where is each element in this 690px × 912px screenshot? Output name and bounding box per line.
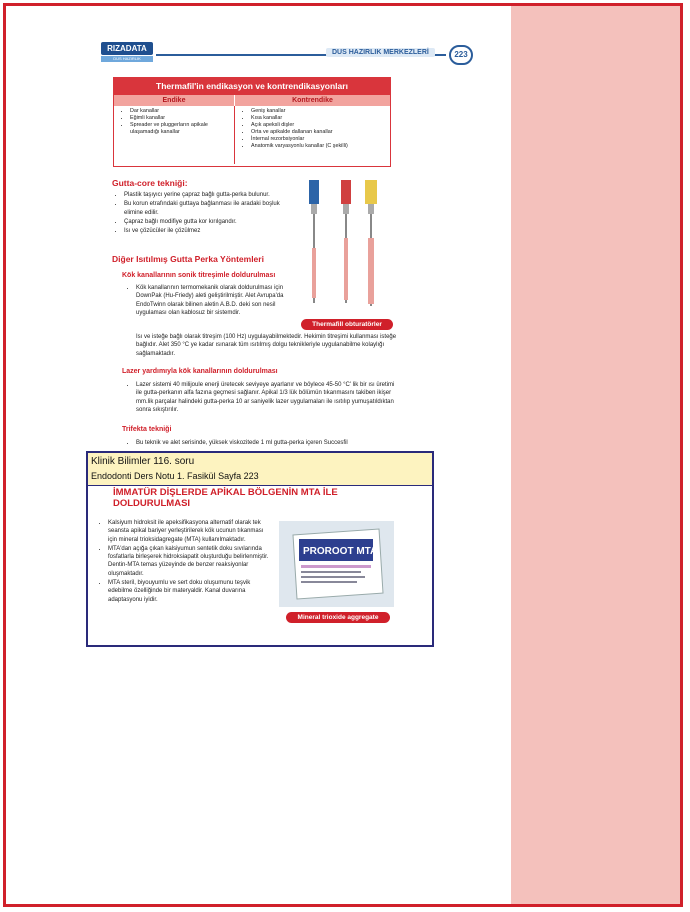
publisher-logo — [101, 42, 153, 67]
indication-table — [113, 77, 391, 167]
source-ref: Endodonti Ders Notu 1. Fasikül Sayfa 223 — [91, 471, 259, 481]
list-item: • Spreader ve pluggerların apikale ulaşamadığı kanallar — [130, 122, 234, 136]
product-name: PROROOT MTA — [303, 546, 378, 557]
box-title: İMMATÜR DİŞLERDE APİKAL BÖLGENİN MTA İLE DOLDURULMASI — [113, 487, 338, 509]
question-ref: Klinik Bilimler 116. soru — [91, 456, 195, 467]
logo-text: RIZADATA — [101, 42, 153, 55]
section-title: DUS HAZIRLIK MERKEZLERİ — [326, 48, 435, 57]
side-margin — [511, 6, 683, 907]
trifekta-title: Trifekta tekniği — [122, 426, 172, 433]
list-item: • Eğimli kanallar — [130, 115, 234, 122]
sonik-title: Kök kanallarının sonik titreşimle doldurulması — [122, 272, 276, 279]
document-page — [6, 6, 511, 907]
list-item: • Kısa kanallar — [251, 115, 390, 122]
mta-caption: Mineral trioxide aggregate — [286, 612, 390, 623]
list-item: • Kalsiyum hidroksit ile apeksifikasyona alternatif olarak tek seansta apikal bariyer yerleştirilerek kök ucunun tıkanması için mineral trioksidagregate (MTA) kullanılmaktadır. — [108, 519, 272, 544]
lazer-title: Lazer yardımıyla kök kanallarının doldurulması — [122, 368, 278, 375]
page-number: 223 — [449, 45, 473, 65]
thermafil-photo — [303, 178, 389, 318]
list-item: • Kök kanallarının termomekanik olarak doldurulması için DownPak (Hu-Friedy) aleti geliştirilmiştir. Alet Avrupa'da EndoTwinn olarak bilinen aletin A.B.D. deki son nesil uygulaması olan kablosuz bir sistemdir. — [136, 284, 300, 317]
list-item: • Orta ve apikalde dallanan kanallar — [251, 129, 390, 136]
list-item: • İnternal rezorbsiyonlar — [251, 136, 390, 143]
list-item: • Isı ve çözücüler ile çözülmez — [124, 227, 298, 235]
lazer-list — [124, 381, 396, 415]
list-item: • MTA steril, biyouyumlu ve sert doku oluşumunu teşvik edebilme özelliğinde bir materyaldir. Kanal duvarına adaptasyonu iyidir. — [108, 579, 272, 604]
list-item: • Plastik taşıyıcı yerine çapraz bağlı gutta-perka bulunur. — [124, 191, 298, 199]
gutta-title: Gutta-core tekniği: — [112, 178, 188, 188]
list-item: • Bu teknik ve alet serisinde, yüksek viskozitede 1 ml gutta-perka içeren Succesfil — [136, 439, 414, 447]
mta-photo — [279, 521, 394, 607]
sonik-paragraph: Isı ve isteğe bağlı olarak titreşim (100 Hz) uygulayabilmektedir. Hekimin titreşimi kullanması isteğe bağlıdır. Alet 350 °C ye kadar ısınarak tüm ısıtılmış dolgu teknikleriyle uygulanabilme kolaylığı sağlamaktadır. — [136, 334, 397, 357]
list-item: • MTA'dan açığa çıkan kalsiyumun sentetik doku sıvılarında fosfatlarla birleşerek hidroksiapatit oluşturduğu belirlenmiştir. Dentin-MTA temas yüzeyinde de benzer reaksiyonlar oluşmaktadır. — [108, 545, 272, 578]
list-item: • Geniş kanallar — [251, 108, 390, 115]
question-box — [86, 451, 434, 647]
question-label — [88, 453, 432, 486]
table-title: Thermafil'in endikasyon ve kontrendikasyonları — [114, 78, 390, 95]
thermafil-caption: Thermafill obturatörler — [301, 319, 393, 330]
sonik-list — [124, 284, 300, 318]
list-item: • Anatomik varyasyonlu kanallar (C şekilli) — [251, 143, 390, 150]
mta-list — [96, 519, 272, 605]
gutta-list — [112, 191, 298, 236]
list-item: • Dar kanallar — [130, 108, 234, 115]
logo-sub: DUS HAZIRLIK MERKEZLERİ — [101, 56, 153, 62]
col-kontrendike: Kontrendike — [235, 95, 390, 106]
list-item: • Açık apeksli dişler — [251, 122, 390, 129]
col-endike: Endike — [114, 95, 235, 106]
page-frame — [3, 3, 683, 907]
list-item: • Bu korun etrafındaki guttaya bağlanması ile aradaki boşluk elimine edilir. — [124, 200, 298, 217]
list-item: • Lazer sistemi 40 milijoule enerji üretecek seviyeye ayarlanır ve böylece 45-50 °C' lik bir ısı üretimi ile gutta-perkanın alfa fazına geçmesi sağlanır. Apikal 1/3 lük bölümün tıkanmasını takiben ikişer mm.lik parçalar halindeki gutta-perka 10 ar saniyelik lazer uygulamaları ile ısıtılıp yumuşatıldıktan sonra sıkıştırılır. — [136, 381, 396, 414]
diger-title: Diğer Isıtılmış Gutta Perka Yöntemleri — [112, 254, 264, 264]
trifekta-list — [124, 439, 414, 448]
list-item: • Çapraz bağlı modifiye gutta kor kırılgandır. — [124, 218, 298, 226]
